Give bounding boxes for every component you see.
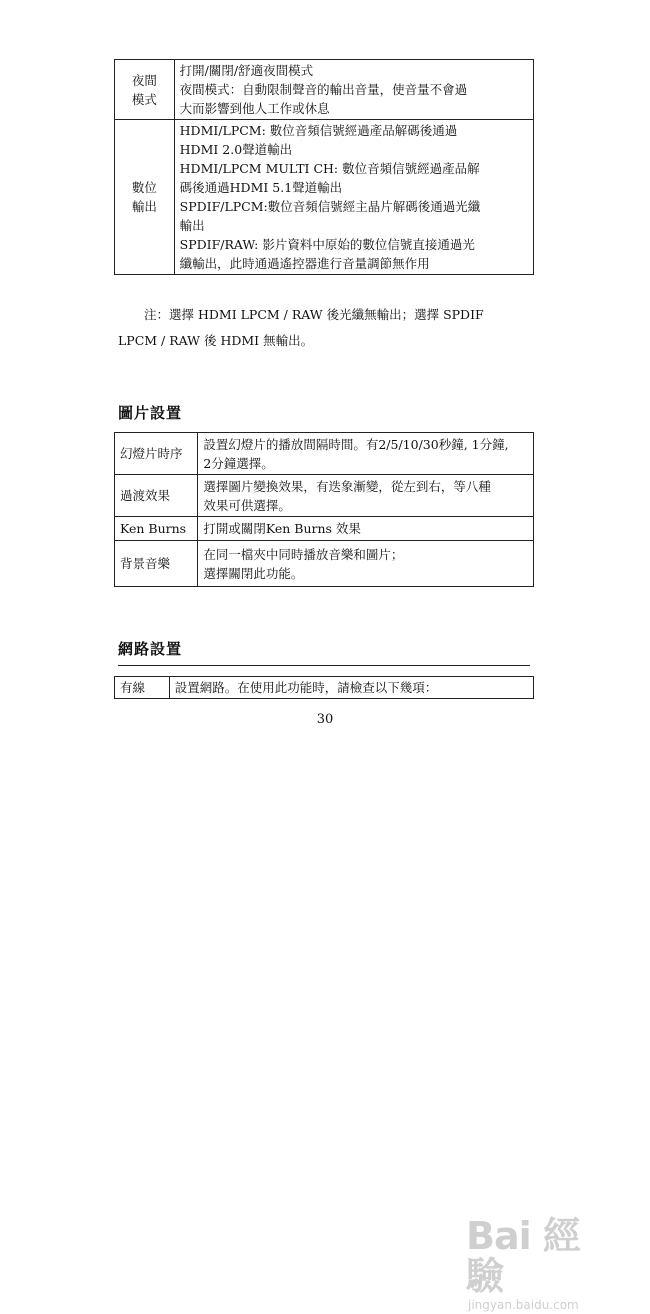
row-label-bg-music: 背景音樂 xyxy=(115,541,198,587)
watermark-brand: Bai 經驗 xyxy=(466,1214,580,1298)
photo-settings-table xyxy=(114,432,534,587)
row-desc-bg-music xyxy=(198,541,534,587)
desc-line: 碼後通過HDMI 5.1聲道輸出 xyxy=(179,180,343,195)
audio-settings-table xyxy=(114,59,534,275)
row-label-ken-burns: Ken Burns xyxy=(115,517,198,541)
row-label-night-mode xyxy=(115,60,175,120)
row-desc-ken-burns xyxy=(198,517,534,541)
desc-line: SPDIF/RAW: 影片資料中原始的數位信號直接通過光 xyxy=(179,237,475,252)
row-desc-wired xyxy=(169,677,533,699)
desc-line: 2分鐘選擇。 xyxy=(203,455,274,471)
desc-line: SPDIF/LPCM:數位音頻信號經主晶片解碼後通過光纖 xyxy=(179,199,481,214)
desc-line: 設置幻燈片的播放間隔時間。有2/5/10/30秒鐘, 1分鐘, xyxy=(203,436,509,452)
row-label-slideshow-timing: 幻燈片時序 xyxy=(115,433,198,475)
label-line: 模式 xyxy=(131,91,157,107)
row-label-wired: 有線 xyxy=(115,677,170,699)
desc-line: 大而影響到他人工作或休息 xyxy=(179,101,330,116)
label-line: 數位 xyxy=(131,180,157,195)
output-note xyxy=(118,302,528,354)
table-row xyxy=(115,120,534,275)
watermark-url: jingyan.baidu.com xyxy=(468,1298,579,1312)
table-row xyxy=(115,433,534,475)
desc-line: 打開/關閉/舒適夜間模式 xyxy=(179,63,314,78)
page-number: 30 xyxy=(316,712,334,727)
label-line: 夜間 xyxy=(131,72,157,88)
desc-line: HDMI 2.0聲道輸出 xyxy=(179,142,293,157)
table-row xyxy=(115,475,534,517)
desc-line: 在同一檔夾中同時播放音樂和圖片； xyxy=(203,546,404,562)
table-row xyxy=(115,541,534,587)
row-desc-digital-output xyxy=(174,120,533,275)
row-label-transition: 過渡效果 xyxy=(115,475,198,517)
desc-line: 選擇關閉此功能。 xyxy=(203,565,304,581)
desc-line: 打開或關閉Ken Burns 效果 xyxy=(203,521,361,536)
section-title-photo: 圖片設置 xyxy=(118,404,183,422)
desc-line: 效果可供選擇。 xyxy=(203,497,291,513)
section-title-network: 網路設置 xyxy=(118,640,183,658)
note-line-2: LPCM / RAW 後 HDMI 無輸出。 xyxy=(118,333,314,348)
row-desc-slideshow-timing xyxy=(198,433,534,475)
desc-line: 夜間模式：自動限制聲音的輸出音量，使音量不會過 xyxy=(179,82,468,97)
row-label-digital-output xyxy=(115,120,175,275)
desc-line: 選擇圖片變換效果，有迭象漸變，從左到右，等八種 xyxy=(203,478,491,494)
desc-line: 纖輸出，此時通過遙控器進行音量調節無作用 xyxy=(179,256,430,271)
network-settings-table xyxy=(114,676,534,699)
desc-line: HDMI/LPCM: 數位音頻信號經過產品解碼後通過 xyxy=(179,123,458,138)
desc-line: HDMI/LPCM MULTI CH: 數位音頻信號經過產品解 xyxy=(179,161,480,176)
desc-line: 設置網路。在使用此功能時，請檢查以下幾項： xyxy=(174,680,438,695)
baidu-watermark xyxy=(466,1214,616,1312)
desc-line: 輸出 xyxy=(179,218,205,233)
table-row xyxy=(115,517,534,541)
note-line-1: 注：選擇 HDMI LPCM / RAW 後光纖無輸出；選擇 SPDIF xyxy=(144,307,484,322)
label-line: 輸出 xyxy=(131,199,157,214)
row-desc-transition xyxy=(198,475,534,517)
table-row xyxy=(115,60,534,120)
row-desc-night-mode xyxy=(174,60,533,120)
section-divider xyxy=(118,665,530,666)
table-row xyxy=(115,677,534,699)
